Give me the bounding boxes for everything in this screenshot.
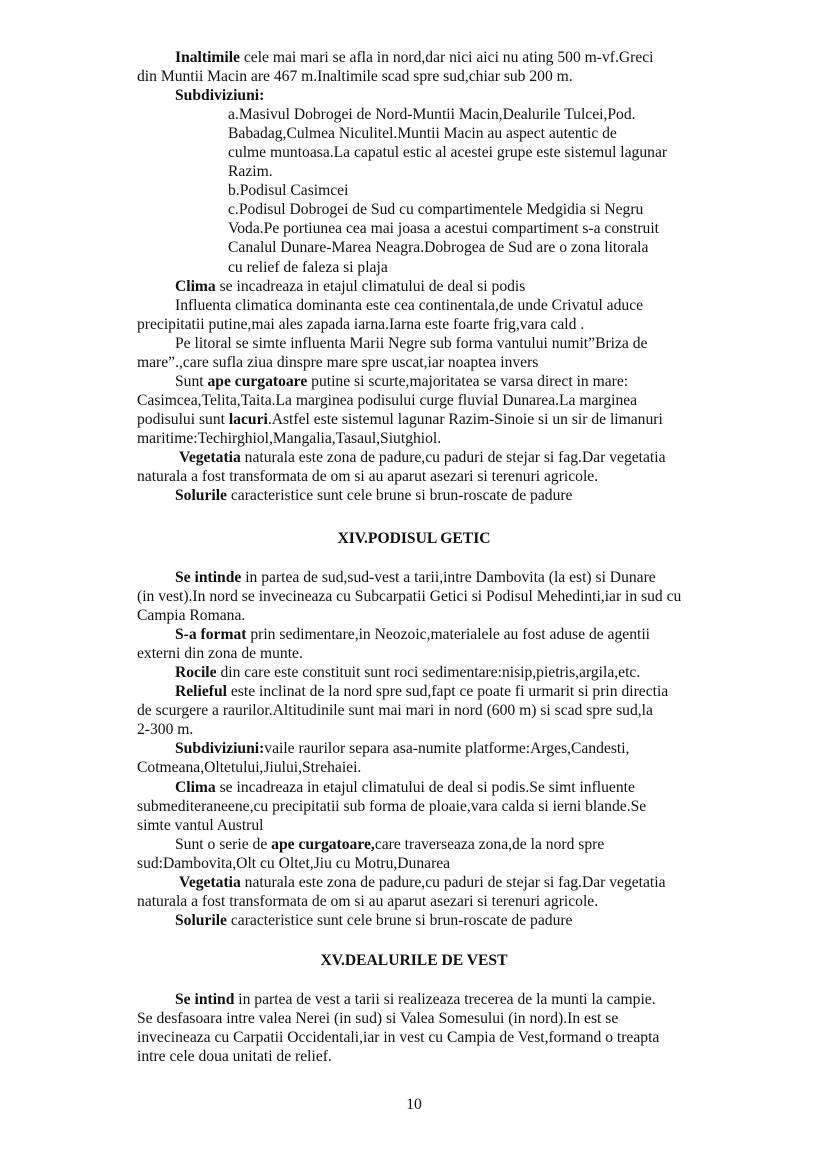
bold-term: S-a format xyxy=(175,626,247,644)
text-line xyxy=(137,448,707,467)
text-line xyxy=(137,816,707,835)
text-line xyxy=(137,1028,707,1047)
text-line xyxy=(137,391,707,410)
text-line xyxy=(137,568,707,587)
text-run: Sunt xyxy=(175,372,208,390)
text-run: 2-300 m. xyxy=(137,721,194,739)
page-number: 10 xyxy=(406,1096,422,1113)
text-run: caracteristice sunt cele brune si brun-roscate de padure xyxy=(226,911,573,929)
text-line xyxy=(137,181,707,200)
bold-term: Subdiviziuni: xyxy=(175,740,265,758)
text-line xyxy=(137,353,707,372)
text-line xyxy=(137,315,707,334)
text-run: a.Masivul Dobrogei de Nord-Muntii Macin,Dealurile Tulcei,Pod. xyxy=(228,106,636,124)
text-line xyxy=(137,644,707,663)
text-line xyxy=(137,854,707,873)
bold-term: ape curgatoare xyxy=(207,372,308,390)
text-line xyxy=(137,873,707,892)
text-run: invecineaza cu Carpatii Occidentali,iar in vest cu Campia de Vest,formand o treapta xyxy=(137,1029,660,1047)
text-run: este inclinat de la nord spre sud,fapt ce poate fi urmarit si prin directia xyxy=(226,683,669,701)
bold-term: Solurile xyxy=(175,911,227,929)
bold-term: Subdiviziuni: xyxy=(175,87,265,105)
text-line xyxy=(137,682,707,701)
text-line xyxy=(137,467,707,486)
text-run: precipitatii putine,mai ales zapada iarna.Iarna este foarte frig,vara cald . xyxy=(137,315,585,333)
text-run: naturala este zona de padure,cu paduri de stejar si fag.Dar vegetatia xyxy=(240,873,666,891)
bold-term: Vegetatia xyxy=(179,448,241,466)
text-line xyxy=(137,758,707,777)
text-line xyxy=(137,162,707,181)
text-line xyxy=(137,238,707,257)
text-run: Se desfasoara intre valea Nerei (in sud) si Valea Somesului (in nord).In est se xyxy=(137,1010,619,1028)
text-line xyxy=(137,990,707,1009)
text-run: din Muntii Macin are 467 m.Inaltimile scad spre sud,chiar sub 200 m. xyxy=(137,68,573,86)
text-run: Razim. xyxy=(228,163,273,181)
text-line xyxy=(137,296,707,315)
text-run: caracteristice sunt cele brune si brun-roscate de padure xyxy=(226,487,573,505)
bold-term: Relieful xyxy=(175,683,227,701)
text-line xyxy=(137,835,707,854)
text-run: din care este constituit sunt roci sedimentare:nisip,pietris,argila,etc. xyxy=(216,664,641,682)
text-line xyxy=(137,1009,707,1028)
section-dobrogea-continued xyxy=(137,48,707,505)
text-run: se incadreaza in etajul climatului de deal si podis.Se simt influente xyxy=(215,778,635,796)
text-line xyxy=(137,1047,707,1066)
bold-term: Inaltimile xyxy=(175,49,240,66)
text-run: simte vantul Austrul xyxy=(137,816,264,834)
bold-term: Se intinde xyxy=(175,569,242,586)
text-line xyxy=(137,105,707,124)
text-line xyxy=(137,625,707,644)
bold-term: Solurile xyxy=(175,487,227,505)
bold-term: Se intind xyxy=(175,991,235,1008)
text-line xyxy=(137,663,707,682)
text-run: Voda.Pe portiunea cea mai joasa a acestui compartiment s-a construit xyxy=(228,220,659,238)
text-run: c.Podisul Dobrogei de Sud cu compartimentele Medgidia si Negru xyxy=(228,201,644,219)
text-run: submediteraneene,cu precipitatii sub forma de ploaie,vara calda si ierni blande.Se xyxy=(137,797,647,815)
text-run: (in vest).In nord se invecineaza cu Subcarpatii Getici si Podisul Mehedinti,iar in sud cu xyxy=(137,588,682,606)
text-line xyxy=(137,797,707,816)
text-line xyxy=(137,86,707,105)
text-run: cu relief de faleza si plaja xyxy=(228,258,388,276)
text-run: maritime:Techirghiol,Mangalia,Tasaul,Siutghiol. xyxy=(137,429,442,447)
text-run: de scurgere a raurilor.Altitudinile sunt mai mari in nord (600 m) si scad spre sud,la xyxy=(137,702,653,720)
text-run: Pe litoral se simte influenta Marii Negre sub forma vantului numit”Briza de xyxy=(175,334,648,352)
text-line xyxy=(137,143,707,162)
text-run: Influenta climatica dominanta este cea continentala,de unde Crivatul aduce xyxy=(175,296,644,314)
bold-term: ape curgatoare, xyxy=(271,835,375,853)
text-run: vaile raurilor separa asa-numite platforme:Arges,Candesti, xyxy=(264,740,630,758)
section-heading: XV.DEALURILE DE VEST xyxy=(320,952,508,969)
text-line xyxy=(137,778,707,797)
text-run: Cotmeana,Oltetului,Jiului,Strehaiei. xyxy=(137,759,362,777)
bold-term: Rocile xyxy=(175,664,217,682)
text-run: cele mai mari se afla in nord,dar nici aici nu ating 500 m-vf.Greci xyxy=(239,49,654,66)
text-run: .Astfel este sistemul lagunar Razim-Sinoie si un sir de limanuri xyxy=(267,410,663,428)
text-line xyxy=(137,410,707,429)
bold-term: Vegetatia xyxy=(179,873,241,891)
text-line xyxy=(137,701,707,720)
text-line xyxy=(137,911,707,930)
text-line xyxy=(137,429,707,448)
text-line xyxy=(137,67,707,86)
text-line xyxy=(137,200,707,219)
text-run: mare”.,care sufla ziua dinspre mare spre uscat,iar noaptea invers xyxy=(137,353,539,371)
text-run: in partea de vest a tarii si realizeaza trecerea de la munti la campie. xyxy=(234,991,656,1008)
text-run: care traverseaza zona,de la nord spre xyxy=(374,835,605,853)
bold-term: Clima xyxy=(175,277,216,295)
text-run: naturala este zona de padure,cu paduri de stejar si fag.Dar vegetatia xyxy=(240,448,666,466)
text-run: se incadreaza in etajul climatului de deal si podis xyxy=(215,277,526,295)
text-run: externi din zona de munte. xyxy=(137,645,303,663)
text-line xyxy=(137,587,707,606)
text-line xyxy=(137,892,707,911)
text-line xyxy=(137,48,707,67)
text-run: b.Podisul Casimcei xyxy=(228,182,349,200)
text-line xyxy=(137,372,707,391)
text-run: Casimcea,Telita,Taita.La marginea podisului curge fluvial Dunarea.La marginea xyxy=(137,391,638,409)
text-run: intre cele doua unitati de relief. xyxy=(137,1048,332,1066)
text-run: prin sedimentare,in Neozoic,materialele au fost aduse de agentii xyxy=(246,626,650,644)
text-line xyxy=(137,277,707,296)
text-line xyxy=(137,486,707,505)
text-line xyxy=(137,258,707,277)
text-run: sud:Dambovita,Olt cu Oltet,Jiu cu Motru,Dunarea xyxy=(137,854,451,872)
text-run: culme muntoasa.La capatul estic al acestei grupe este sistemul lagunar xyxy=(228,144,668,162)
text-run: podisului sunt xyxy=(137,410,229,428)
section-heading: XIV.PODISUL GETIC xyxy=(337,530,491,547)
bold-term: lacuri xyxy=(228,410,268,428)
bold-term: Clima xyxy=(175,778,216,796)
text-run: putine si scurte,majoritatea se varsa direct in mare: xyxy=(307,372,629,390)
text-line xyxy=(137,720,707,739)
text-run: naturala a fost transformata de om si au aparut asezari si terenuri agricole. xyxy=(137,892,599,910)
text-line xyxy=(137,606,707,625)
section-dealurile-de-vest xyxy=(137,990,707,1066)
text-run: Babadag,Culmea Niculitel.Muntii Macin au aspect autentic de xyxy=(228,125,617,143)
text-line xyxy=(137,334,707,353)
text-run: Campia Romana. xyxy=(137,607,246,625)
text-line xyxy=(137,124,707,143)
text-line xyxy=(137,739,707,758)
text-run: Canalul Dunare-Marea Neagra.Dobrogea de Sud are o zona litorala xyxy=(228,239,649,257)
text-run: naturala a fost transformata de om si au aparut asezari si terenuri agricole. xyxy=(137,468,599,486)
text-run: Sunt o serie de xyxy=(175,835,272,853)
text-line xyxy=(137,219,707,238)
section-podisul-getic xyxy=(137,568,707,930)
text-run: in partea de sud,sud-vest a tarii,intre Dambovita (la est) si Dunare xyxy=(241,569,656,586)
